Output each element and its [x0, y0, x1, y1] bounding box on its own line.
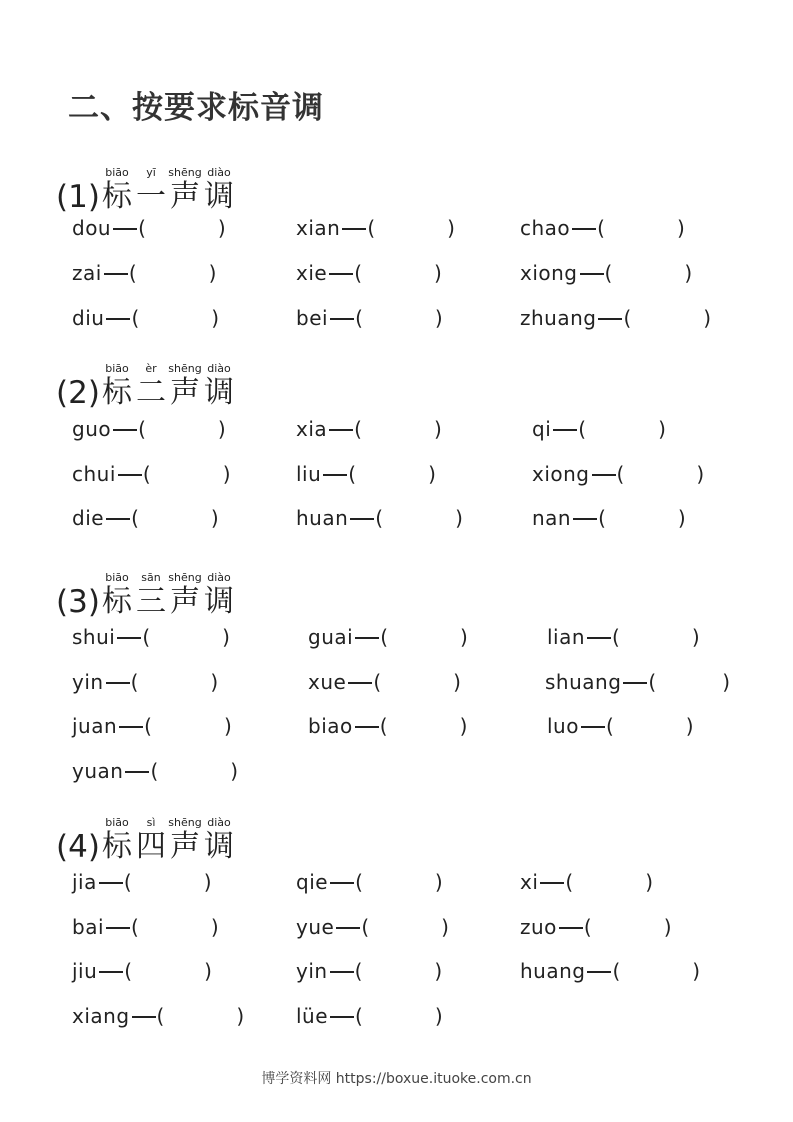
dash	[330, 882, 354, 884]
answer-blank[interactable]	[356, 463, 428, 489]
answer-blank[interactable]	[381, 671, 453, 697]
page-title: 二、按要求标音调	[68, 90, 324, 126]
answer-blank[interactable]	[369, 916, 441, 942]
exercise-item: shuang ( )	[545, 667, 730, 697]
syllable: qie	[296, 870, 329, 894]
dash	[587, 971, 611, 973]
pinyin-annotation: sān	[141, 571, 161, 584]
answer-blank[interactable]	[151, 463, 223, 489]
answer-blank[interactable]	[631, 307, 703, 333]
pinyin-annotation: shēng	[168, 166, 202, 179]
dash	[104, 273, 128, 275]
answer-blank[interactable]	[375, 217, 447, 243]
dash	[572, 228, 596, 230]
hanzi-char: 调	[204, 829, 234, 864]
hanzi-char: 声	[170, 829, 200, 864]
answer-blank[interactable]	[137, 262, 209, 288]
exercise-item: yuan ( )	[72, 756, 238, 786]
hanzi-char: 声	[170, 179, 200, 214]
exercise-item: chao ( )	[520, 213, 685, 243]
syllable: juan	[72, 714, 118, 738]
exercise-item: xie ( )	[296, 258, 442, 288]
answer-blank[interactable]	[139, 307, 211, 333]
dash	[106, 318, 130, 320]
dash	[329, 273, 353, 275]
exercise-item: xiang ( )	[72, 1001, 244, 1031]
pinyin-annotation: shēng	[168, 571, 202, 584]
answer-blank[interactable]	[605, 217, 677, 243]
exercise-item: xue ( )	[308, 667, 461, 697]
syllable: chui	[72, 462, 116, 486]
answer-blank[interactable]	[388, 626, 460, 652]
dash	[573, 518, 597, 520]
answer-blank[interactable]	[656, 671, 722, 697]
dash	[106, 927, 130, 929]
exercise-item: zhuang ( )	[520, 303, 711, 333]
pinyin-annotation: biāo	[105, 816, 129, 829]
dash	[323, 474, 347, 476]
exercise-item: huan ( )	[296, 503, 463, 533]
dash	[348, 682, 372, 684]
dash	[336, 927, 360, 929]
exercise-item: yin ( )	[72, 667, 218, 697]
dash	[113, 228, 137, 230]
exercise-item: xiong ( )	[532, 459, 704, 489]
syllable: yuan	[72, 759, 124, 783]
exercise-item: huang ( )	[520, 956, 700, 986]
syllable: zhuang	[520, 306, 597, 330]
answer-blank[interactable]	[620, 626, 692, 652]
answer-blank[interactable]	[132, 871, 204, 897]
syllable: nan	[532, 506, 572, 530]
dash	[117, 637, 141, 639]
dash	[559, 927, 583, 929]
answer-blank[interactable]	[363, 871, 435, 897]
answer-blank[interactable]	[612, 262, 684, 288]
section-number: (3)	[56, 584, 100, 620]
exercise-item: yue ( )	[296, 912, 449, 942]
dash	[350, 518, 374, 520]
syllable: xiang	[72, 1004, 130, 1028]
exercise-item: lian ( )	[547, 622, 700, 652]
answer-blank[interactable]	[606, 507, 678, 533]
syllable: jiu	[72, 959, 98, 983]
dash	[119, 726, 143, 728]
answer-blank[interactable]	[146, 418, 218, 444]
exercise-item: biao ( )	[308, 711, 467, 741]
dash	[553, 429, 577, 431]
syllable: lüe	[296, 1004, 329, 1028]
answer-blank[interactable]	[362, 960, 434, 986]
hanzi-char: 一	[136, 179, 166, 214]
exercise-item: xi ( )	[520, 867, 653, 897]
dash	[99, 882, 123, 884]
hanzi-char: 标	[102, 375, 132, 410]
answer-blank[interactable]	[586, 418, 658, 444]
syllable: guo	[72, 417, 112, 441]
exercise-item: die ( )	[72, 503, 219, 533]
dash	[330, 971, 354, 973]
pinyin-annotation: diào	[207, 571, 231, 584]
hanzi-char: 调	[204, 179, 234, 214]
syllable: huang	[520, 959, 586, 983]
pinyin-annotation: diào	[207, 362, 231, 375]
exercise-item: jia ( )	[72, 867, 212, 897]
hanzi-char: 声	[170, 375, 200, 410]
syllable: zuo	[520, 915, 557, 939]
pinyin-annotation: èr	[145, 362, 157, 375]
answer-blank[interactable]	[592, 916, 664, 942]
dash	[581, 726, 605, 728]
exercise-item: guo ( )	[72, 414, 226, 444]
syllable: xie	[296, 261, 328, 285]
exercise-item: liu ( )	[296, 459, 436, 489]
answer-blank[interactable]	[164, 1005, 236, 1031]
exercise-item: shui ( )	[72, 622, 230, 652]
exercise-item: nan ( )	[532, 503, 686, 533]
exercise-item: qie ( )	[296, 867, 443, 897]
dash	[106, 682, 130, 684]
dash	[132, 1016, 156, 1018]
exercise-item: juan ( )	[72, 711, 232, 741]
exercise-item: luo ( )	[547, 711, 694, 741]
footer-watermark: 博学资料网 https://boxue.ituoke.com.cn	[261, 1071, 532, 1087]
exercise-item: xiong ( )	[520, 258, 692, 288]
exercise-item: dou ( )	[72, 213, 226, 243]
hanzi-char: 三	[136, 584, 166, 619]
syllable: zai	[72, 261, 102, 285]
dash	[99, 971, 123, 973]
dash	[330, 1016, 354, 1018]
pinyin-annotation: shēng	[168, 816, 202, 829]
syllable: chao	[520, 216, 571, 240]
pinyin-annotation: yī	[146, 166, 156, 179]
answer-blank[interactable]	[363, 1005, 435, 1031]
answer-blank[interactable]	[146, 217, 218, 243]
syllable: diu	[72, 306, 105, 330]
syllable: huan	[296, 506, 349, 530]
syllable: biao	[308, 714, 353, 738]
dash	[106, 518, 130, 520]
exercise-item: zuo ( )	[520, 912, 672, 942]
hanzi-char: 标	[102, 584, 132, 619]
answer-blank[interactable]	[624, 463, 696, 489]
syllable: yin	[72, 670, 104, 694]
dash	[540, 882, 564, 884]
pinyin-annotation: biāo	[105, 166, 129, 179]
answer-blank[interactable]	[573, 871, 645, 897]
section-number: (1)	[56, 179, 100, 215]
answer-blank[interactable]	[150, 626, 222, 652]
hanzi-char: 声	[170, 584, 200, 619]
syllable: dou	[72, 216, 112, 240]
syllable: bei	[296, 306, 329, 330]
dash	[118, 474, 142, 476]
dash	[125, 771, 149, 773]
syllable: shuang	[545, 670, 622, 694]
syllable: shui	[72, 625, 116, 649]
dash	[329, 429, 353, 431]
section-number: (4)	[56, 829, 100, 865]
exercise-item: qi ( )	[532, 414, 666, 444]
syllable: liu	[296, 462, 322, 486]
pinyin-annotation: diào	[207, 816, 231, 829]
dash	[113, 429, 137, 431]
answer-blank[interactable]	[383, 507, 455, 533]
answer-blank[interactable]	[132, 960, 204, 986]
answer-blank[interactable]	[139, 916, 211, 942]
syllable: guai	[308, 625, 354, 649]
hanzi-char: 调	[204, 584, 234, 619]
exercise-item: bei ( )	[296, 303, 443, 333]
exercise-item: lüe ( )	[296, 1001, 443, 1031]
syllable: xia	[296, 417, 328, 441]
exercise-item: xian ( )	[296, 213, 455, 243]
dash	[355, 637, 379, 639]
answer-blank[interactable]	[620, 960, 692, 986]
answer-blank[interactable]	[158, 760, 230, 786]
exercise-item: guai ( )	[308, 622, 468, 652]
answer-blank[interactable]	[152, 715, 224, 741]
exercise-item: zai ( )	[72, 258, 216, 288]
answer-blank[interactable]	[388, 715, 460, 741]
hanzi-char: 标	[102, 829, 132, 864]
syllable: jia	[72, 870, 97, 894]
exercise-item: chui ( )	[72, 459, 231, 489]
exercise-item: yin ( )	[296, 956, 442, 986]
syllable: qi	[532, 417, 552, 441]
pinyin-annotation: biāo	[105, 571, 129, 584]
dash	[580, 273, 604, 275]
syllable: xiong	[520, 261, 578, 285]
section-number: (2)	[56, 375, 100, 411]
pinyin-annotation: sì	[146, 816, 156, 829]
dash	[587, 637, 611, 639]
dash	[598, 318, 622, 320]
syllable: xue	[308, 670, 347, 694]
dash	[342, 228, 366, 230]
syllable: die	[72, 506, 105, 530]
pinyin-annotation: diào	[207, 166, 231, 179]
answer-blank[interactable]	[362, 262, 434, 288]
dash	[592, 474, 616, 476]
syllable: xian	[296, 216, 341, 240]
syllable: xiong	[532, 462, 590, 486]
hanzi-char: 二	[136, 375, 166, 410]
syllable: xi	[520, 870, 539, 894]
exercise-item: diu ( )	[72, 303, 219, 333]
syllable: luo	[547, 714, 579, 738]
section-heading	[56, 362, 456, 422]
exercise-item: xia ( )	[296, 414, 442, 444]
answer-blank[interactable]	[138, 671, 210, 697]
answer-blank[interactable]	[614, 715, 686, 741]
syllable: bai	[72, 915, 105, 939]
dash	[355, 726, 379, 728]
answer-blank[interactable]	[139, 507, 211, 533]
pinyin-annotation: biāo	[105, 362, 129, 375]
syllable: yin	[296, 959, 328, 983]
exercise-item: jiu ( )	[72, 956, 212, 986]
dash	[330, 318, 354, 320]
exercise-item: bai ( )	[72, 912, 219, 942]
hanzi-char: 四	[136, 829, 166, 864]
ruby-char	[202, 362, 236, 422]
hanzi-char: 标	[102, 179, 132, 214]
syllable: lian	[547, 625, 586, 649]
answer-blank[interactable]	[362, 418, 434, 444]
dash	[623, 682, 647, 684]
pinyin-annotation: shēng	[168, 362, 202, 375]
hanzi-char: 调	[204, 375, 234, 410]
syllable: yue	[296, 915, 335, 939]
answer-blank[interactable]	[363, 307, 435, 333]
